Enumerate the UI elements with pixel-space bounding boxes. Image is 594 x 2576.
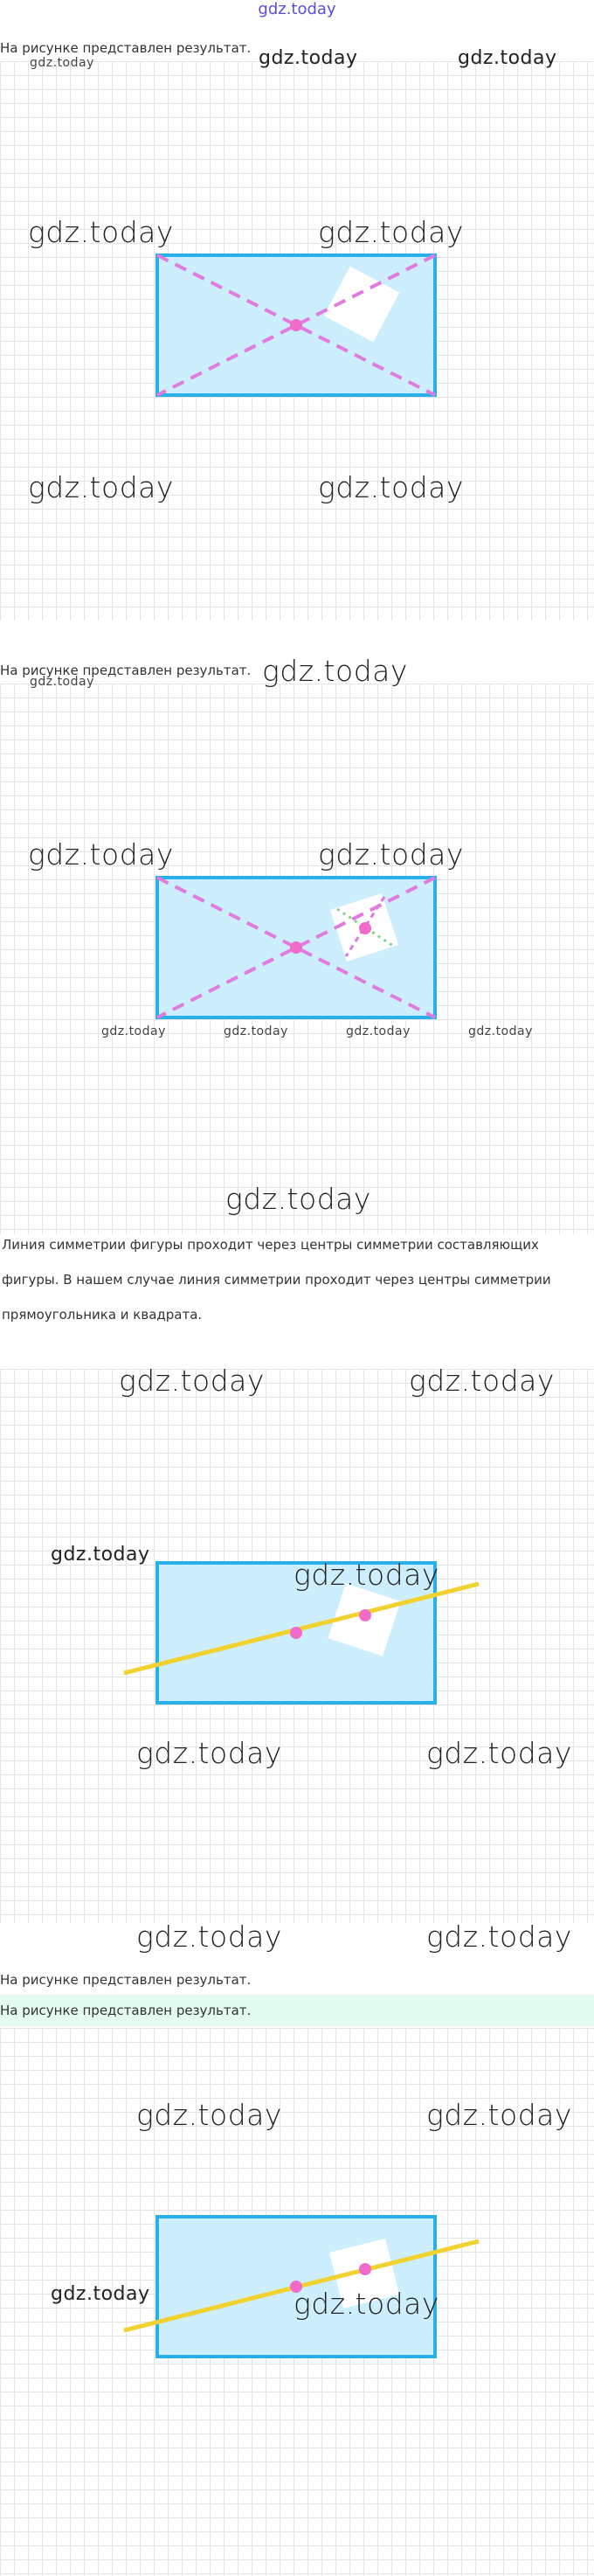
figure-4 [0,2028,594,2576]
watermark: gdz.today [294,2287,439,2321]
figure-2-drawing [0,684,594,1234]
watermark: gdz.today [51,2283,150,2305]
watermark: gdz.today [51,1544,150,1566]
caption-4: На рисунке представлен результат. [0,1995,594,2026]
watermark: gdz.today [136,1920,282,1954]
figure-1-drawing [0,61,594,621]
watermark: gdz.today [136,2098,282,2132]
figure-3-drawing [0,1369,594,1923]
explanation-line-1: Линия симметрии фигуры проходит через центры симметрии составляющих [2,1237,539,1253]
watermark: gdz.today [318,470,464,504]
watermark: gdz.today [101,1024,166,1038]
caption-2: На рисунке представлен результат. [0,663,252,678]
watermark: gdz.today [225,1182,371,1216]
watermark: gdz.today [426,1920,572,1954]
square-center-point [359,2263,371,2275]
square-center-point [359,922,371,934]
explanation-line-3: прямоугольника и квадрата. [2,1307,203,1323]
watermark: gdz.today [136,1736,282,1770]
watermark: gdz.today [28,470,174,504]
watermark: gdz.today [458,47,557,69]
watermark: gdz.today [28,215,174,249]
watermark: gdz.today [294,1558,439,1592]
watermark: gdz.today [346,1024,411,1038]
rect-center-point [290,319,302,331]
rect-center-point [290,941,302,954]
explanation-line-2: фигуры. В нашем случае линия симметрии проходит через центры симметрии [2,1272,551,1288]
watermark: gdz.today [262,654,408,688]
watermark: gdz.today [224,1024,288,1038]
watermark: gdz.today [119,1364,265,1398]
watermark: gdz.today [426,2098,572,2132]
watermark: gdz.today [318,215,464,249]
watermark: gdz.today [30,56,94,70]
square-center-point [359,1609,371,1621]
figure-3 [0,1364,594,1954]
caption-3: На рисунке представлен результат. [0,1972,252,1988]
watermark: gdz.today [30,675,94,689]
watermark: gdz.today [468,1024,533,1038]
watermark: gdz.today [28,837,174,871]
watermark: gdz.today [318,837,464,871]
explanation-text [0,1227,592,1367]
watermark: gdz.today [259,47,358,69]
site-logo[interactable]: gdz.today [258,0,336,18]
caption-1: На рисунке представлен результат. [0,40,252,56]
rect-center-point [290,1627,302,1639]
watermark: gdz.today [409,1364,555,1398]
watermark: gdz.today [426,1736,572,1770]
